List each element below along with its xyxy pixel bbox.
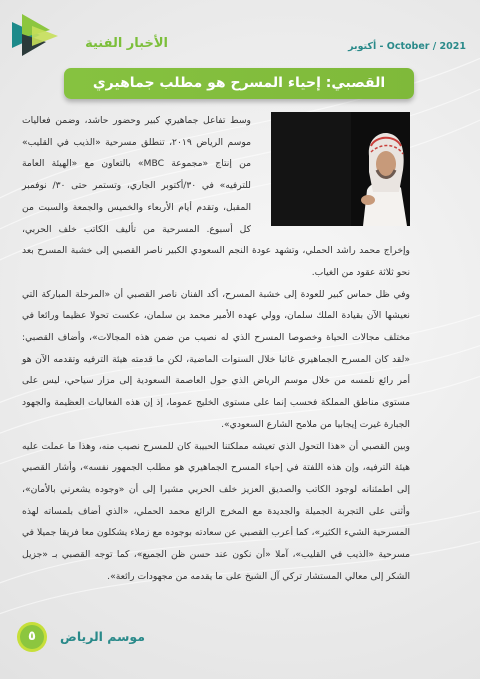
article-paragraph-1: وسط تفاعل جماهيري كبير وحضور حاشد، وضمن فعاليات موسم الرياض ٢٠١٩، تنطلق مسرحية «الذيب في القليب» من إنتاج «مجموعة MBC» بالتعاون مع «الهيئة العامة للترفيه» في ٣٠/أكتوبر الجاري، وتستمر حتى ٣٠/ نوفمبر المقبل، وتقدم أيام الأربعاء والخميس والجمعة والسبت من كل أسبوع. المسرحية من تأليف الكاتب خلف الحربي، وإخراج محمد راشد الحملي، وتشهد عودة النجم السعودي الكبير ناصر القصبي إلى خشبة المسرح بعد نحو ثلاثة عقود من الغياب. — [22, 115, 410, 278]
article-body — [22, 110, 410, 587]
photo-spacer — [259, 110, 410, 232]
brand-logo — [10, 12, 170, 58]
article-title-bar — [64, 68, 414, 99]
logo-triangles-icon — [10, 12, 60, 58]
page-number: ٥ — [28, 629, 36, 644]
footer-section-label: موسم الرياض — [60, 629, 145, 644]
article-paragraph-2: وفي ظل حماس كبير للعودة إلى خشبة المسرح، أكد الفنان ناصر القصبي أن «المرحلة المباركة التي نعيشها الآن بقيادة الملك سلمان، وولي عهده الأمير محمد بن سلمان، عكست تحولا عظيما ورائعا في مختلف مجالات الحياة وخصوصا المسرح الذي له نصيب من ضمن هذه المجالات»، وأضاف القصبي: «لقد كان المسرح الجماهيري غائبا خلال السنوات الماضية، لكن ما قدمته هيئة الترفيه وتقدمه الآن هو أمر رائع نلمسه من خلال موسم الرياض الذي حول العاصمة السعودية إلى مزار سياحي، ليس على مستوى مناطق المملكة فحسب إنما على مستوى الخليج عموما، إذ إن هذه الفعاليات العظيمة والجهود الجبارة غيرت إيجابيا من ملامح الشارع السعودي». — [22, 288, 410, 430]
article-title: القصبي: إحياء المسرح هو مطلب جماهيري — [92, 75, 386, 91]
issue-date: أكتوبر - October / 2021 — [348, 41, 466, 52]
article-paragraph-3: وبين القصبي أن «هذا التحول الذي تعيشه مملكتنا الحبيبة كان للمسرح نصيب منه، وهذا ما عملت عليه هيئة الترفيه، وإن هذه اللفتة في إحياء المسرح الجماهيري هو مطلب الجمهور نفسه»، وأشار القصبي إلى اطمئنانه لوجود الكاتب والصديق العزيز خلف الحربي مشيرا إلى أن «وجوده يشعرني بالأمان»، وأثنى على التجربة الجميلة والجديدة مع المخرج الرائع محمد الحملي، «الذي أضاف بلمساته لهذه المسرحية الشيء الكثير»، كما أعرب القصبي عن سعادته بوجوده مع زملاء يشكلون معا فريقا جميلا في مسرحية «الذيب في القليب»، آملا «أن نكون عند حسن ظن الجميع»، كما توجه القصبي بـ «جزيل الشكر إلى معالي المستشار تركي آل الشيخ على ما يقدمه من مجهودات رائعة». — [22, 440, 410, 582]
logo-text: الأخبار الفنية — [85, 36, 168, 51]
